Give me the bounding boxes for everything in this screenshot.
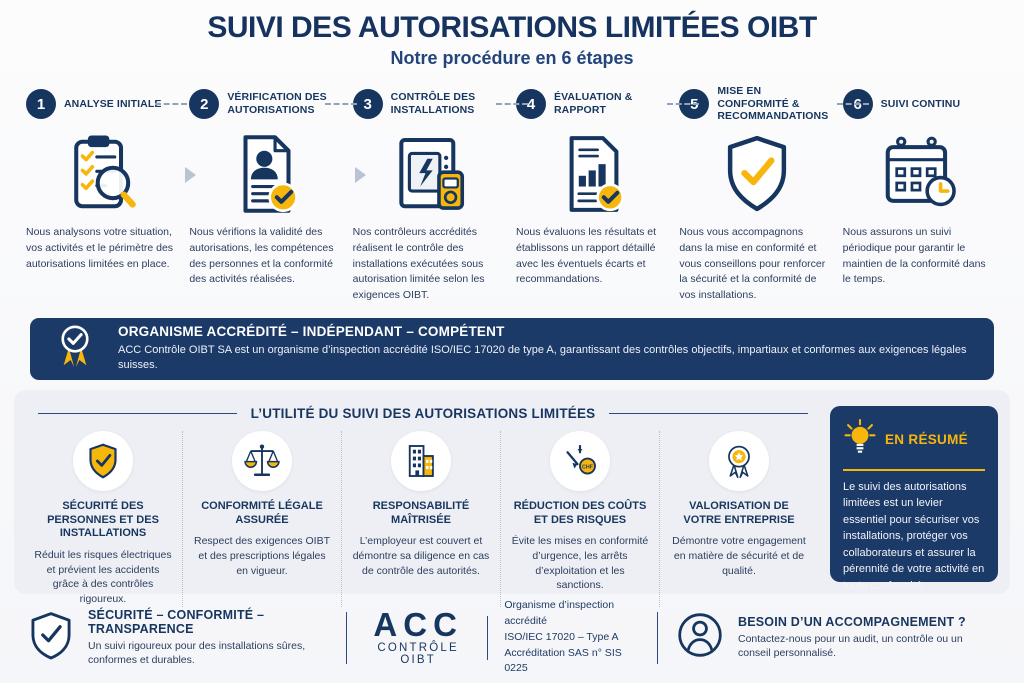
- logo-separator: [487, 616, 488, 660]
- step-description: Nous vérifions la validité des autorisations, les compétences des personnes et la conformité des activités réalisées.: [189, 226, 334, 286]
- step-number-badge: 3: [353, 89, 383, 119]
- step-1: [26, 81, 181, 304]
- accreditation-line: Accréditation SAS n° SIS 0225: [504, 646, 622, 675]
- calendar-clock-icon: [843, 127, 998, 221]
- cost-reduction-chf-icon: [550, 431, 610, 491]
- benefits-area: [24, 404, 818, 606]
- step-number-badge: 4: [516, 89, 546, 119]
- benefit-responsibility: [341, 431, 500, 607]
- footer-right: [676, 611, 996, 664]
- yellow-shield-check-icon: [73, 431, 133, 491]
- step-5: [679, 81, 834, 304]
- acc-logo: [365, 606, 471, 667]
- accreditation-banner: [30, 318, 994, 380]
- steps-section: [0, 81, 1024, 304]
- footer-left-title: SÉCURITÉ – CONFORMITÉ – TRANSPARENCE: [88, 607, 265, 636]
- step-4-header: [516, 81, 671, 127]
- benefit-cost: [500, 431, 659, 607]
- step-label: MISE EN CONFORMITÉ & RECOMMANDATIONS: [717, 85, 829, 123]
- step-connector: [325, 103, 357, 105]
- footer-center: [365, 598, 639, 677]
- title-rule-right: [609, 413, 808, 414]
- step-connector: [496, 103, 528, 105]
- step-description: Nous évaluons les résultats et établissons un rapport détaillé avec les éventuels écarts et recommandations.: [515, 226, 657, 286]
- step-number-badge: 2: [189, 89, 219, 119]
- lightbulb-icon: [843, 418, 877, 461]
- summary-title: EN RÉSUMÉ: [885, 431, 968, 447]
- report-chart-check-icon: [516, 127, 671, 221]
- step-description: Nos contrôleurs accrédités réalisent le contrôle des installations exécutées sous autorisation limitée selon les exigences OIBT.: [352, 226, 485, 301]
- step-label: ÉVALUATION & RAPPORT: [553, 91, 633, 116]
- footer-separator: [346, 612, 347, 664]
- clipboard-magnifier-icon: [26, 127, 181, 221]
- benefit-legal: [182, 431, 341, 607]
- footer-left-text: [88, 608, 328, 668]
- footer-right-title: BESOIN D’UN ACCOMPAGNEMENT ?: [738, 614, 966, 629]
- benefits-panel: [14, 390, 1010, 606]
- accreditation-details: [504, 598, 639, 677]
- title-rule-left: [38, 413, 237, 414]
- arrow-right-icon: [185, 167, 196, 183]
- arrow-right-icon: [355, 167, 366, 183]
- logo-subtitle: CONTRÔLE OIBT: [377, 642, 459, 667]
- benefit-text: Réduit les risques électriques et prévient les accidents grâce à des contrôles rigoureux.: [34, 549, 172, 606]
- footer-left: [28, 608, 328, 668]
- step-number-badge: 5: [679, 89, 709, 119]
- step-number-badge: 6: [843, 89, 873, 119]
- step-number-badge: 1: [26, 89, 56, 119]
- accreditation-line: ISO/IEC 17020 – Type A: [504, 630, 619, 643]
- electrical-panel-multimeter-icon: [353, 127, 508, 221]
- logo-wordmark: ACC: [373, 606, 463, 644]
- step-5-header: [679, 81, 834, 127]
- step-3: [353, 81, 508, 304]
- benefit-heading: SÉCURITÉ DES PERSONNES ET DES INSTALLATIONS: [47, 499, 159, 540]
- shield-check-icon: [679, 127, 834, 221]
- summary-box: [830, 406, 998, 592]
- footer-right-text: [738, 615, 996, 661]
- benefit-heading: VALORISATION DE VOTRE ENTREPRISE: [683, 499, 795, 526]
- benefit-valorisation: [659, 431, 818, 607]
- step-2: [189, 81, 344, 304]
- benefit-text: Démontre votre engagement en matière de sécurité et de qualité.: [672, 535, 806, 577]
- step-description: Nous assurons un suivi périodique pour garantir le maintien de la conformité dans le temps.: [842, 226, 986, 286]
- scales-icon: [232, 431, 292, 491]
- summary-divider: [843, 469, 985, 471]
- step-label: CONTRÔLE DES INSTALLATIONS: [390, 91, 476, 116]
- step-connector: [837, 103, 869, 105]
- footer-right-description: Contactez-nous pour un audit, un contrôle ou un conseil personnalisé.: [738, 632, 963, 660]
- footer-separator: [657, 612, 658, 664]
- accreditation-line: Organisme d’inspection accrédité: [504, 599, 615, 628]
- benefit-text: Évite les mises en conformité d’urgence, les arrêts d’exploitation et les sanctions.: [511, 535, 649, 592]
- step-2-header: [189, 81, 344, 127]
- benefits-title-row: [24, 404, 818, 421]
- step-3-header: [353, 81, 508, 127]
- benefit-security: [24, 431, 182, 607]
- document-person-check-icon: [189, 127, 344, 221]
- benefit-text: L’employeur est couvert et démontre sa diligence en cas de contrôle des autorités.: [352, 535, 490, 577]
- svg-text:CHF: CHF: [582, 464, 593, 471]
- step-4: [516, 81, 671, 304]
- benefit-heading: CONFORMITÉ LÉGALE ASSURÉE: [201, 499, 323, 526]
- step-connector: [667, 103, 699, 105]
- buildings-icon: [391, 431, 451, 491]
- page-subtitle: Notre procédure en 6 étapes: [390, 48, 634, 68]
- header: [0, 0, 1024, 69]
- benefit-heading: RESPONSABILITÉ MAÎTRISÉE: [372, 499, 470, 526]
- benefits-grid: [24, 431, 818, 607]
- award-rosette-star-icon: [709, 431, 769, 491]
- step-connector: [155, 103, 187, 105]
- benefits-title: L’UTILITÉ DU SUIVI DES AUTORISATIONS LIMITÉES: [250, 405, 596, 421]
- benefit-text: Respect des exigences OIBT et des prescriptions légales en vigueur.: [194, 535, 330, 577]
- banner-description: ACC Contrôle OIBT SA est un organisme d’inspection accrédité ISO/IEC 17020 de type A, garantissant des contrôles objectifs, impartiaux et conformes aux exigences légales suisses.: [118, 344, 967, 372]
- footer: [0, 599, 1024, 675]
- shield-check-outline-icon: [28, 610, 74, 665]
- benefit-heading: RÉDUCTION DES COÛTS ET DES RISQUES: [513, 499, 647, 526]
- summary-header: [843, 418, 985, 461]
- page-title: SUIVI DES AUTORISATIONS LIMITÉES OIBT: [207, 11, 817, 44]
- medal-rosette-icon: [54, 321, 98, 376]
- step-label: ANALYSE INITIALE: [64, 97, 162, 110]
- step-label: SUIVI CONTINU: [880, 97, 961, 110]
- person-circle-icon: [676, 611, 724, 664]
- banner-title: ORGANISME ACCRÉDITÉ – INDÉPENDANT – COMPÉTENT: [118, 324, 505, 340]
- summary-text: Le suivi des autorisations limitées est un levier essentiel pour sécuriser vos installations, protéger vos collaborateurs et assurer la pérennité de votre activité en toute conformité.: [843, 480, 985, 592]
- step-description: Nous vous accompagnons dans la mise en conformité et vous conseillons pour renforcer la sécurité et la conformité de vos installations.: [679, 226, 826, 301]
- step-6: [843, 81, 998, 304]
- footer-left-description: Un suivi rigoureux pour des installations sûres, conformes et durables.: [88, 639, 306, 667]
- step-label: VÉRIFICATION DES AUTORISATIONS: [227, 91, 327, 116]
- step-description: Nous analysons votre situation, vos activités et le périmètre des autorisations limitées en place.: [26, 226, 174, 270]
- banner-text: [118, 324, 970, 373]
